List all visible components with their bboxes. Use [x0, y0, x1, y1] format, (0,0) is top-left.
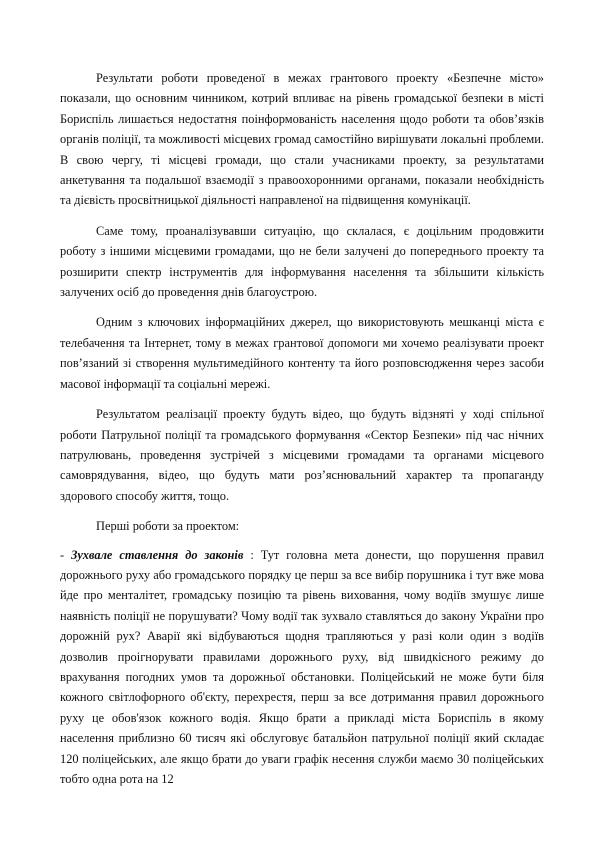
list-item	[60, 545, 544, 790]
list-item-bullet: -	[60, 547, 72, 562]
body-paragraph: Результати роботи проведеної в межах грантового проекту «Безпечне місто» показали, що основним чинником, котрий впливає на рівень громадської безпеки в місті Бориспіль лишається недостатня поінформованість населення щодо роботи та обов’язків органів поліції, та можливості місцевих громад самостійно вирішувати локальні проблеми. В свою чергу, ті місцеві громади, що стали учасниками проекту, за результатами анкетування та подальшої взаємодії з правоохоронними органами, показали необхідність та дієвість просвітницької діяльності направленої на підвищення комунікації.	[60, 71, 544, 208]
body-paragraph: Результатом реалізації проекту будуть відео, що будуть відзняті у ході спільної роботи Патрульної поліції та громадського формування «Сектор Безпеки» під час нічних патрулювань, проведення зустрічей з місцевими громадами та органами місцевого самоврядування, відео, що будуть мати роз’яснювальний характер та пропаганду здорового способу життя, тощо.	[60, 407, 544, 503]
body-paragraph: Саме тому, проаналізувавши ситуацію, що склалася, є доцільним продовжити роботу з іншими місцевими громадами, що не бели залучені до попереднього проекту та розширити спектр інструментів для інформування населення та збільшити кількість залучених осіб до проведення днів благоустрою.	[60, 223, 544, 300]
body-paragraph: Одним з ключових інформаційних джерел, що використовують мешканці міста є телебачення та Інтернет, тому в межах грантової допомоги ми хочемо реалізувати проект пов’язаний зі створення мультимедійного контенту та його розповсюдження через засоби масової інформації та соціальні мережі.	[60, 315, 544, 391]
section-intro: Перші роботи за проектом:	[96, 519, 240, 534]
list-item-title: Зухвале ставлення до законів	[71, 547, 244, 562]
list-item-text: : Тут головна мета донести, що порушення правил дорожнього руху або громадського порядку це перш за все вибір порушника і тут вже мова йде про менталітет, громадську позицію та рівень виховання, чому водіїв змушує лише наявність поліції не порушувати? Чому водії так зухвало ставляться до закону України про дорожній рух? Аварії які відбуваються щодня трапляються у разі коли один з водіїв дозволив проігнорувати правилами дорожнього руху, від швидкісного режиму до врахування погодних умов та дорожньої обстановки. Поліцейський не може бути біля кожного світлофорного об'єкту, перехрестя, перш за все дотримання правил дорожнього руху це обов'язок кожного водія. Якщо брати а прикладі міста Бориспіль в якому населення приблизно 60 тисяч які обслуговує батальйон патрульної поліції який складає 120 поліцейських, але якщо брати до уваги графік несення служби маємо 30 поліцейських тобто одна рота на 12	[60, 547, 544, 786]
